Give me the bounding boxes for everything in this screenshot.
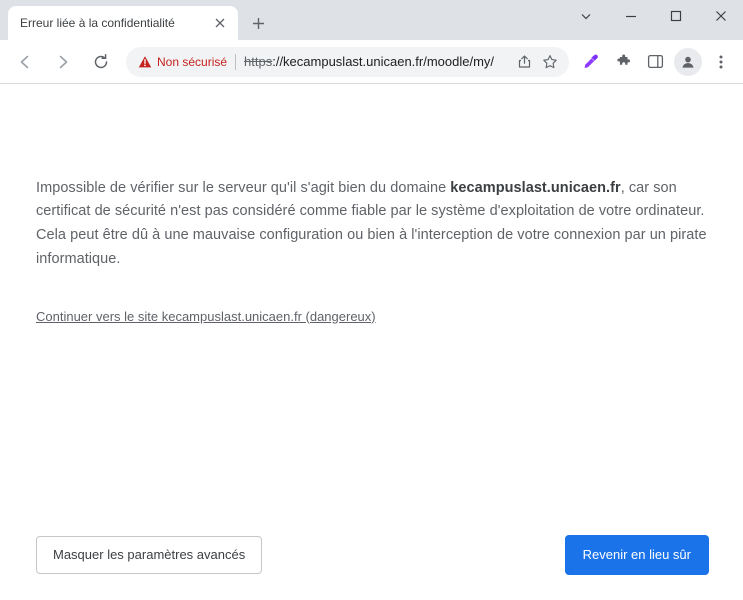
url-text <box>244 54 511 69</box>
window-controls <box>563 0 743 32</box>
tab-title: Erreur liée à la confidentialité <box>20 16 175 30</box>
side-panel-icon[interactable] <box>640 47 670 77</box>
page-viewport <box>0 84 743 600</box>
interstitial-action-bar <box>36 535 709 575</box>
url-scheme: https <box>244 54 273 69</box>
share-icon[interactable] <box>511 49 537 75</box>
omnibox-actions <box>511 49 563 75</box>
close-icon[interactable] <box>698 0 743 32</box>
maximize-icon[interactable] <box>653 0 698 32</box>
title-bar <box>0 0 743 40</box>
ssl-interstitial <box>0 84 743 600</box>
not-secure-label: Non sécurisé <box>157 54 228 69</box>
not-secure-indicator[interactable] <box>138 55 227 69</box>
domain-name: kecampuslast.unicaen.fr <box>450 179 621 196</box>
tab-close-icon[interactable] <box>210 13 230 33</box>
new-tab-button[interactable] <box>244 9 272 37</box>
eyedropper-icon[interactable] <box>576 47 606 77</box>
url-rest: ://kecampuslast.unicaen.fr/moodle/my/ <box>272 54 495 69</box>
tab-privacy-error[interactable] <box>8 6 238 40</box>
chevron-down-icon[interactable] <box>563 0 608 32</box>
advanced-explanation <box>36 177 707 273</box>
proceed-unsafe-link[interactable]: Continuer vers le site kecampuslast.unicaen.fr (dangereux) <box>36 308 376 324</box>
forward-arrow-icon[interactable] <box>47 46 79 78</box>
star-icon[interactable] <box>537 49 563 75</box>
hide-advanced-button[interactable]: Masquer les paramètres avancés <box>36 536 262 574</box>
browser-toolbar <box>0 40 743 84</box>
address-bar[interactable] <box>126 47 569 77</box>
three-dot-menu-icon[interactable] <box>706 47 736 77</box>
back-to-safety-button[interactable]: Revenir en lieu sûr <box>565 535 709 575</box>
omnibox-separator <box>235 54 236 70</box>
avatar[interactable] <box>674 48 702 76</box>
explanation-part-1: Impossible de vérifier sur le serveur qu'il s'agit bien du domaine <box>36 179 451 196</box>
explanation-part-2: , car son certificat de sécurité n'est pas considéré comme fiable par le système d'exploitation de votre ordinateur. Cela peut être dû à une mauvaise configuration ou bien à l'interception de votre connexion par un pirate informatique. <box>36 179 707 268</box>
reload-icon[interactable] <box>85 46 117 78</box>
tab-strip <box>0 0 272 40</box>
minimize-icon[interactable] <box>608 0 653 32</box>
back-arrow-icon[interactable] <box>9 46 41 78</box>
puzzle-piece-icon[interactable] <box>608 47 638 77</box>
warning-triangle-icon <box>138 55 152 69</box>
